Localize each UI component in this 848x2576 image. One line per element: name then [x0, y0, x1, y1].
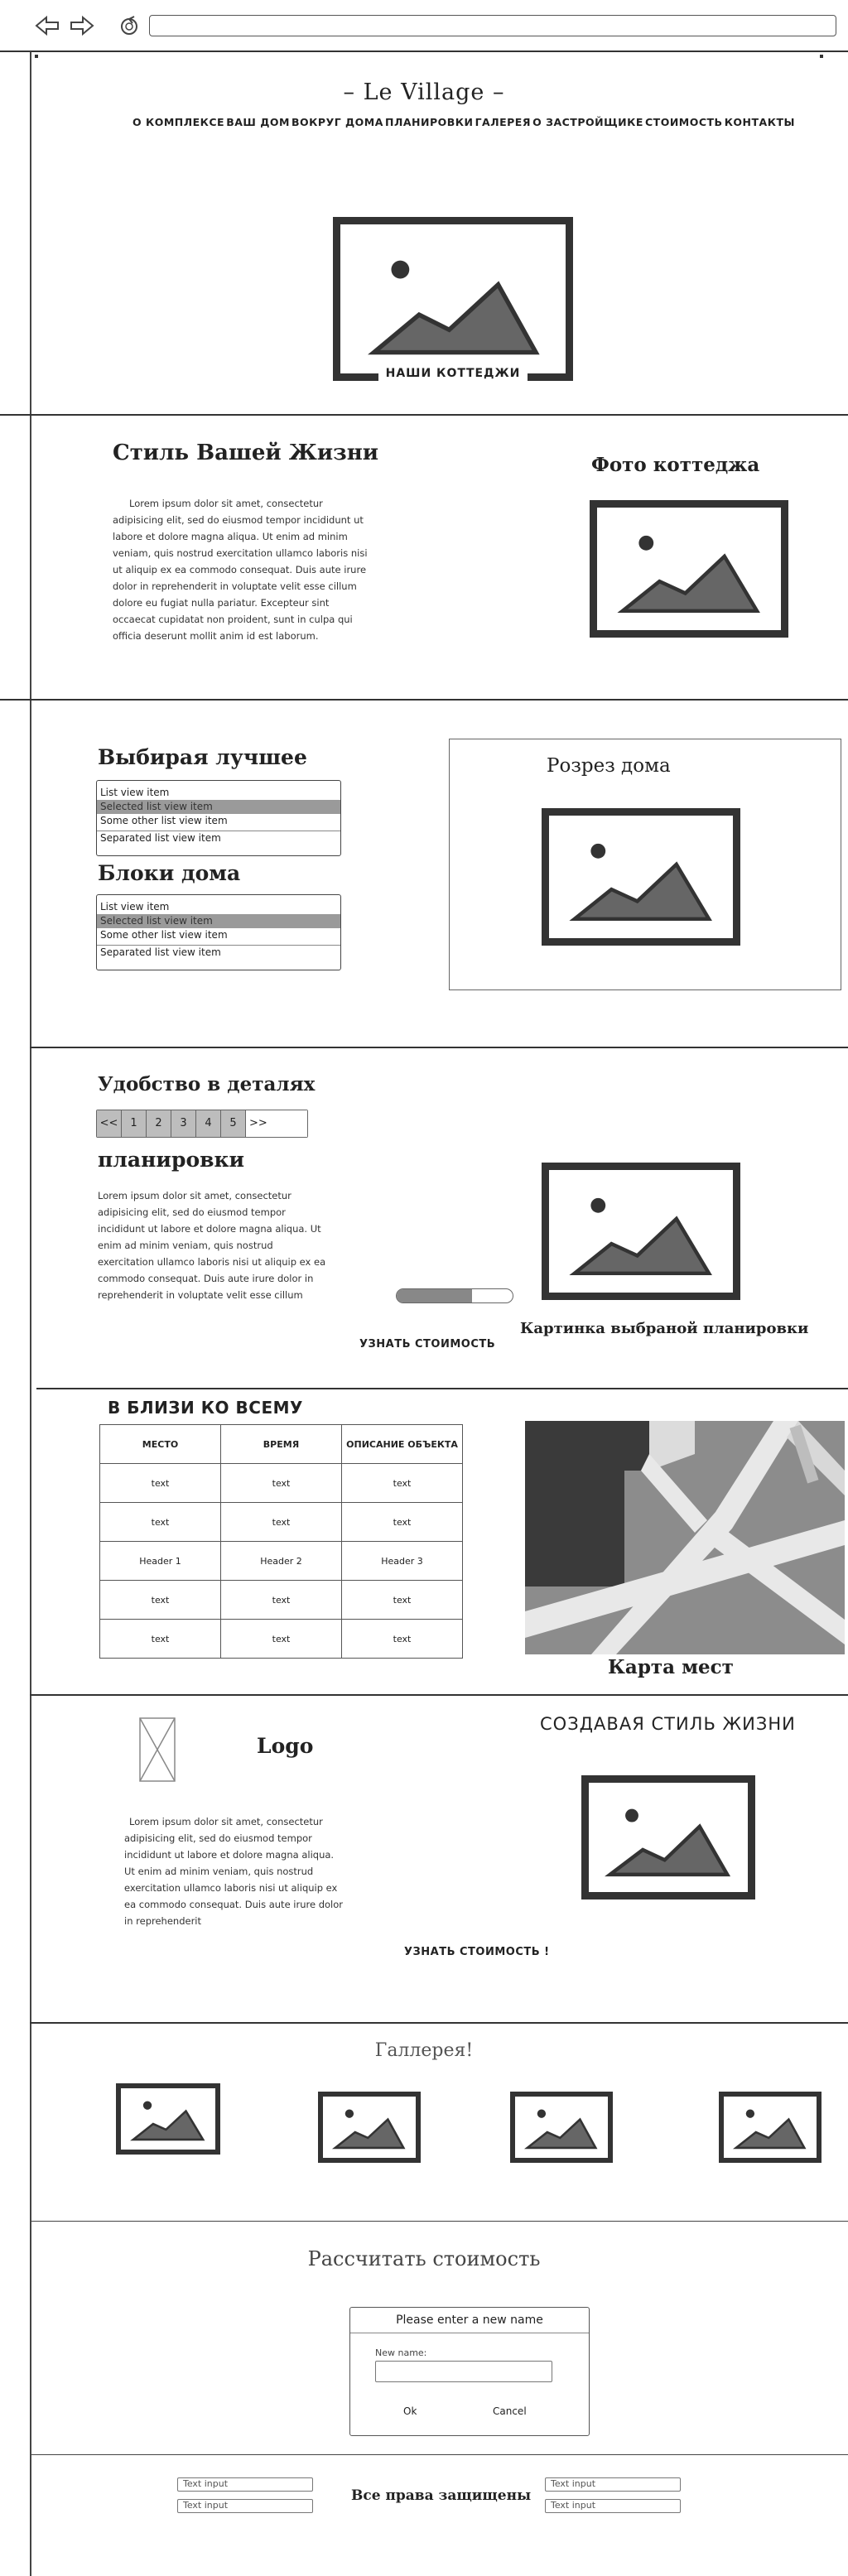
hero-image — [333, 217, 573, 381]
nav-item[interactable]: ВОКРУГ ДОМА — [292, 116, 383, 128]
list-view — [96, 780, 341, 856]
name-input[interactable] — [375, 2361, 552, 2382]
page-border-left — [30, 51, 31, 2576]
table-cell: text — [221, 1464, 342, 1503]
nav-item[interactable]: О ЗАСТРОЙЩИКЕ — [532, 116, 643, 128]
site-title: – Le Village – — [343, 79, 505, 105]
dialog-title: Please enter a new name — [350, 2308, 589, 2333]
pagination-page[interactable]: 2 — [147, 1110, 171, 1137]
logo-text: Logo — [257, 1734, 314, 1758]
progress-fill — [397, 1289, 472, 1302]
copyright: Все права защищены — [351, 2487, 532, 2504]
layout-caption: Картинка выбраной планировки — [520, 1320, 809, 1337]
field-label: New name: — [375, 2347, 427, 2358]
gallery-thumb[interactable] — [116, 2083, 220, 2155]
nav-item[interactable]: О КОМПЛЕКСЕ — [132, 116, 225, 128]
table-cell: text — [221, 1620, 342, 1659]
table-header-row — [100, 1425, 463, 1464]
table-cell: text — [342, 1620, 463, 1659]
photo-title: Фото коттеджа — [591, 454, 760, 476]
image-placeholder-icon — [340, 224, 566, 373]
nearby-title: В БЛИЗИ КО ВСЕМУ — [108, 1398, 303, 1418]
table-cell: Header 1 — [100, 1542, 221, 1581]
price-link[interactable]: УЗНАТЬ СТОИМОСТЬ — [359, 1338, 496, 1351]
section-divider — [30, 2022, 848, 2024]
layout-image — [542, 1163, 740, 1300]
table-cell: text — [221, 1503, 342, 1542]
lifestyle-title: Стиль Вашей Жизни — [113, 441, 379, 465]
pagination-page[interactable]: 5 — [221, 1110, 246, 1137]
pagination-page[interactable]: 4 — [196, 1110, 221, 1137]
price-link[interactable]: УЗНАТЬ СТОИМОСТЬ ! — [404, 1946, 550, 1958]
details-title: Удобство в деталях — [98, 1073, 316, 1095]
cottage-photo — [590, 500, 788, 638]
image-placeholder-icon — [323, 2097, 416, 2158]
pagination-prev[interactable]: << — [97, 1110, 122, 1137]
toolbar-divider — [0, 51, 848, 52]
table-row — [100, 1620, 463, 1659]
section-divider — [36, 1388, 848, 1389]
section-divider — [0, 699, 848, 701]
footer-input[interactable]: Text input — [545, 2477, 681, 2492]
creating-text: Lorem ipsum dolor sit amet, consectetur adipisicing elit, sed do eiusmod tempor incididunt ut labore et dolore magna aliqua. Ut enim ad minim veniam, quis nostrud exercitation ullamco laboris nisi ut aliquip ex ea commodo consequat. Duis aute irure dolor in reprehenderit — [124, 1816, 343, 1927]
list-item-selected[interactable]: Selected list view item — [97, 800, 340, 814]
table-cell: text — [342, 1464, 463, 1503]
image-placeholder-icon — [549, 1170, 733, 1293]
ok-button[interactable]: Ok — [403, 2405, 417, 2417]
nav-item[interactable]: ПЛАНИРОВКИ — [385, 116, 474, 128]
map[interactable] — [525, 1421, 845, 1654]
table-row — [100, 1542, 463, 1581]
creating-image — [581, 1775, 755, 1899]
table-cell: text — [100, 1581, 221, 1620]
table-cell: text — [100, 1620, 221, 1659]
corner-dot — [35, 55, 38, 58]
gallery-thumb[interactable] — [510, 2092, 613, 2163]
logo-image-icon — [139, 1717, 176, 1782]
table-cell: text — [342, 1581, 463, 1620]
layouts-title: планировки — [98, 1148, 245, 1172]
list-item[interactable]: Some other list view item — [100, 929, 228, 941]
image-placeholder-icon — [589, 1783, 748, 1892]
creating-title: СОЗДАВАЯ СТИЛЬ ЖИЗНИ — [540, 1714, 796, 1734]
cancel-button[interactable]: Cancel — [493, 2405, 527, 2417]
table-cell: text — [342, 1503, 463, 1542]
footer-input[interactable]: Text input — [177, 2499, 313, 2513]
pagination-page[interactable]: 1 — [122, 1110, 147, 1137]
list-item[interactable]: List view item — [100, 787, 170, 798]
list-item[interactable]: List view item — [100, 901, 170, 912]
gallery-title: Галлерея! — [374, 2040, 474, 2061]
main-nav — [132, 116, 795, 128]
image-placeholder-icon — [597, 508, 781, 630]
section-divider — [30, 2454, 848, 2455]
table-header-cell: ОПИСАНИЕ ОБЪЕКТА — [342, 1425, 463, 1464]
lifestyle-text: Lorem ipsum dolor sit amet, consectetur adipisicing elit, sed do eiusmod tempor incididunt ut labore et dolore magna aliqua. Ut enim ad minim veniam, quis nostrud exercitation ullamco laboris nisi ut aliquip ex ea commodo consequat. Duis aute irure dolor in reprehenderit in voluptate velit esse cillum dolore eu fugiat nulla pariatur. Excepteur sint occaecat cupidatat non proident, sunt in culpa qui officia deserunt mollit anim id est laborum. — [113, 498, 368, 642]
gallery-thumb[interactable] — [719, 2092, 822, 2163]
details-text: Lorem ipsum dolor sit amet, consectetur adipisicing elit, sed do eiusmod tempor incididunt ut labore et dolore magna aliqua. Ut enim ad minim veniam, quis nostrud exercitation ullamco laboris nisi ut aliquip ex ea commodo consequat. Duis aute irure dolor in reprehenderit in voluptate velit esse cillum — [98, 1190, 326, 1301]
logo-placeholder — [139, 1717, 176, 1782]
image-placeholder-icon — [549, 816, 733, 938]
nav-item[interactable]: ВАШ ДОМ — [226, 116, 290, 128]
reload-icon — [118, 14, 141, 37]
calc-title: Рассчитать стоимость — [307, 2247, 541, 2270]
arrow-right-icon — [70, 15, 94, 36]
table-cell: text — [100, 1464, 221, 1503]
browser-toolbar — [0, 0, 848, 51]
table-cell: Header 3 — [342, 1542, 463, 1581]
nearby-table — [99, 1424, 463, 1659]
section-image — [542, 808, 740, 946]
choose-title: Выбирая лучшее — [98, 745, 307, 769]
calc-dialog — [349, 2307, 590, 2436]
back-button[interactable] — [35, 15, 60, 36]
table-row — [100, 1503, 463, 1542]
section-divider — [30, 1694, 848, 1696]
footer-input[interactable]: Text input — [545, 2499, 681, 2513]
list-view — [96, 894, 341, 970]
pagination-next[interactable]: >> — [246, 1110, 307, 1137]
progress-bar — [396, 1288, 513, 1303]
footer-input[interactable]: Text input — [177, 2477, 313, 2492]
hero-caption: НАШИ КОТТЕДЖИ — [378, 361, 528, 386]
list-item-selected[interactable]: Selected list view item — [97, 914, 340, 928]
address-bar[interactable] — [149, 15, 836, 36]
map-caption: Карта мест — [608, 1656, 734, 1678]
blocks-title: Блоки дома — [98, 861, 241, 885]
gallery-thumb[interactable] — [318, 2092, 421, 2163]
nav-item[interactable]: КОНТАКТЫ — [724, 116, 795, 128]
image-placeholder-icon — [515, 2097, 608, 2158]
reload-button[interactable] — [118, 14, 141, 37]
section-divider — [30, 1047, 848, 1048]
table-cell: Header 2 — [221, 1542, 342, 1581]
list-item[interactable]: Some other list view item — [100, 815, 228, 826]
map-image — [525, 1421, 845, 1654]
table-row — [100, 1464, 463, 1503]
image-placeholder-icon — [121, 2088, 215, 2150]
list-item[interactable]: Separated list view item — [97, 831, 340, 845]
section-divider — [30, 2221, 848, 2222]
table-header-cell: ВРЕМЯ — [221, 1425, 342, 1464]
table-row — [100, 1581, 463, 1620]
pagination-page[interactable]: 3 — [171, 1110, 196, 1137]
table-cell: text — [100, 1503, 221, 1542]
table-header-cell: МЕСТО — [100, 1425, 221, 1464]
image-placeholder-icon — [724, 2097, 817, 2158]
arrow-left-icon — [35, 15, 60, 36]
nav-item[interactable]: ГАЛЕРЕЯ — [475, 116, 531, 128]
table-cell: text — [221, 1581, 342, 1620]
list-item[interactable]: Separated list view item — [97, 945, 340, 960]
corner-dot — [820, 55, 823, 58]
pagination — [96, 1110, 308, 1138]
section-divider — [0, 414, 848, 416]
nav-item[interactable]: СТОИМОСТЬ — [645, 116, 723, 128]
forward-button[interactable] — [70, 15, 94, 36]
section-title: Розрез дома — [547, 755, 671, 777]
